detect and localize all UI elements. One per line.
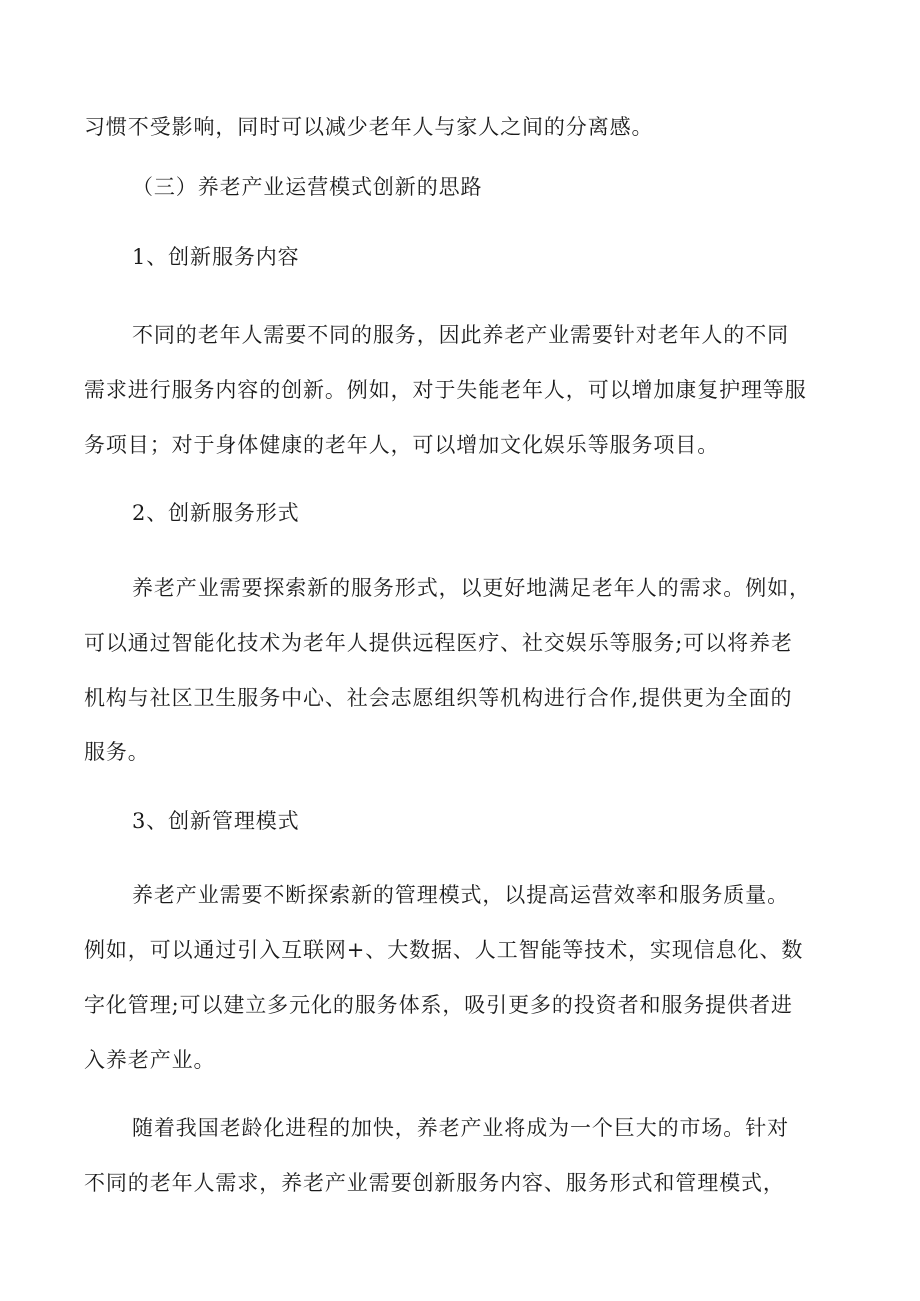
paragraph-continuation-line: 习惯不受影响，同时可以减少老年人与家人之间的分离感。 bbox=[84, 115, 654, 139]
paragraph-conclusion-line: 不同的老年人需求，养老产业需要创新服务内容、服务形式和管理模式， bbox=[84, 1171, 785, 1195]
paragraph-management-mode-line: 字化管理;可以建立多元化的服务体系，吸引更多的投资者和服务提供者进 bbox=[84, 993, 793, 1017]
paragraph-management-mode-line: 例如，可以通过引入互联网+、大数据、人工智能等技术，实现信息化、数 bbox=[84, 938, 804, 962]
paragraph-conclusion-line: 随着我国老龄化进程的加快，养老产业将成为一个巨大的市场。针对 bbox=[132, 1116, 789, 1140]
paragraph-service-form-line: 养老产业需要探索新的服务形式，以更好地满足老年人的需求。例如， bbox=[132, 576, 811, 600]
paragraph-service-content-line: 务项目；对于身体健康的老年人，可以增加文化娱乐等服务项目。 bbox=[84, 433, 720, 457]
section-heading: （三）养老产业运营模式创新的思路 bbox=[132, 175, 483, 199]
paragraph-service-form-line: 可以通过智能化技术为老年人提供远程医疗、社交娱乐等服务;可以将养老 bbox=[84, 631, 793, 655]
paragraph-service-content-line: 需求进行服务内容的创新。例如，对于失能老年人，可以增加康复护理等服 bbox=[84, 378, 807, 402]
paragraph-service-form-line: 机构与社区卫生服务中心、社会志愿组织等机构进行合作,提供更为全面的 bbox=[84, 686, 793, 710]
subheading-service-content: 1、创新服务内容 bbox=[132, 245, 300, 269]
paragraph-management-mode-line: 养老产业需要不断探索新的管理模式，以提高运营效率和服务质量。 bbox=[132, 883, 789, 907]
paragraph-service-form-line: 服务。 bbox=[84, 740, 150, 764]
subheading-service-form: 2、创新服务形式 bbox=[132, 501, 300, 525]
subheading-management-mode: 3、创新管理模式 bbox=[132, 809, 300, 833]
paragraph-management-mode-line: 入养老产业。 bbox=[84, 1048, 216, 1072]
paragraph-service-content-line: 不同的老年人需要不同的服务，因此养老产业需要针对老年人的不同 bbox=[132, 323, 789, 347]
